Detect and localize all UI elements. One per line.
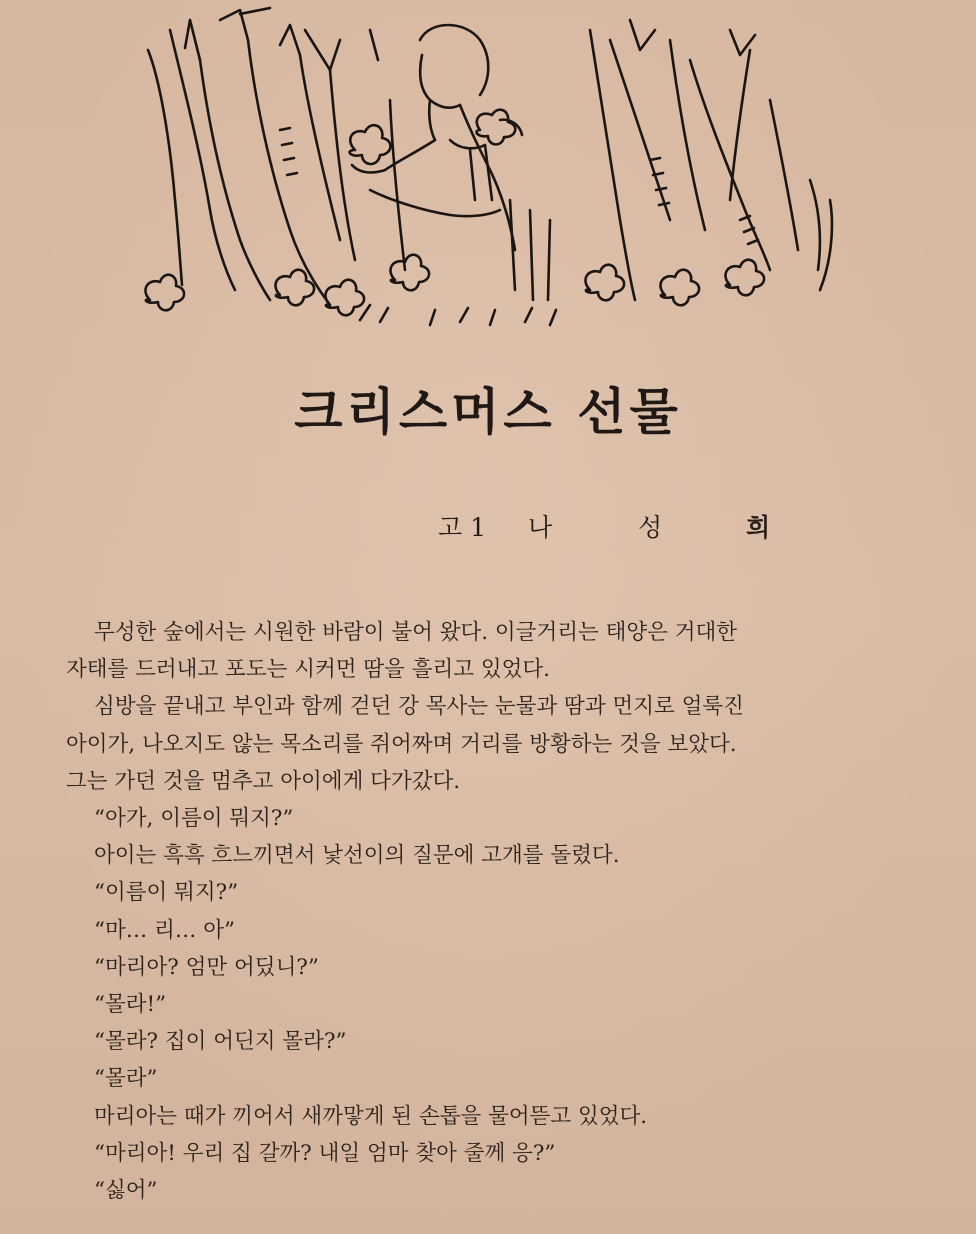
author-name-part-1: 나 — [528, 513, 553, 542]
story-line: “마리아? 엄만 어딨니?” — [94, 954, 319, 980]
story-line: 그는 가던 것을 멈추고 아이에게 다가갔다. — [66, 768, 461, 794]
story-line: 자태를 드러내고 포도는 시커먼 땀을 흘리고 있었다. — [66, 657, 550, 683]
story-line: “몰라” — [94, 1066, 158, 1092]
story-line: “몰라? 집이 어딘지 몰라?” — [94, 1029, 347, 1055]
story-line: 아이가, 나오지도 않는 목소리를 쥐어짜며 거리를 방황하는 것을 보았다. — [66, 731, 737, 757]
author-name-part-2: 성 — [638, 513, 663, 542]
story-line: “마… 리… 아” — [94, 917, 235, 943]
author-name-part-3: 희 — [746, 513, 771, 542]
story-line: “싫어” — [94, 1178, 158, 1204]
page-title: 크리스머스 선물 — [294, 383, 682, 441]
story-line: 심방을 끝내고 부인과 함께 걷던 강 목사는 눈물과 땀과 먼지로 얼룩진 — [94, 694, 744, 720]
story-line: “이름이 뭐지?” — [94, 880, 239, 906]
story-line: 마리아는 때가 끼어서 새까맣게 된 손톱을 물어뜯고 있었다. — [94, 1103, 648, 1129]
author-grade: 고 1 — [438, 513, 487, 542]
story-line: 무성한 숲에서는 시원한 바람이 불어 왔다. 이글거리는 태양은 거대한 — [94, 620, 738, 645]
story-line: “아가, 이름이 뭐지?” — [94, 806, 294, 832]
story-body — [66, 614, 892, 1209]
author-byline — [438, 508, 778, 548]
story-line: 아이는 흑흑 흐느끼면서 낯선이의 질문에 고개를 돌렸다. — [94, 843, 620, 869]
story-line: “몰라!” — [94, 992, 167, 1018]
forest-illustration-icon — [130, 0, 850, 345]
story-line: “마리아! 우리 집 갈까? 내일 엄마 찾아 줄께 응?” — [94, 1140, 556, 1166]
